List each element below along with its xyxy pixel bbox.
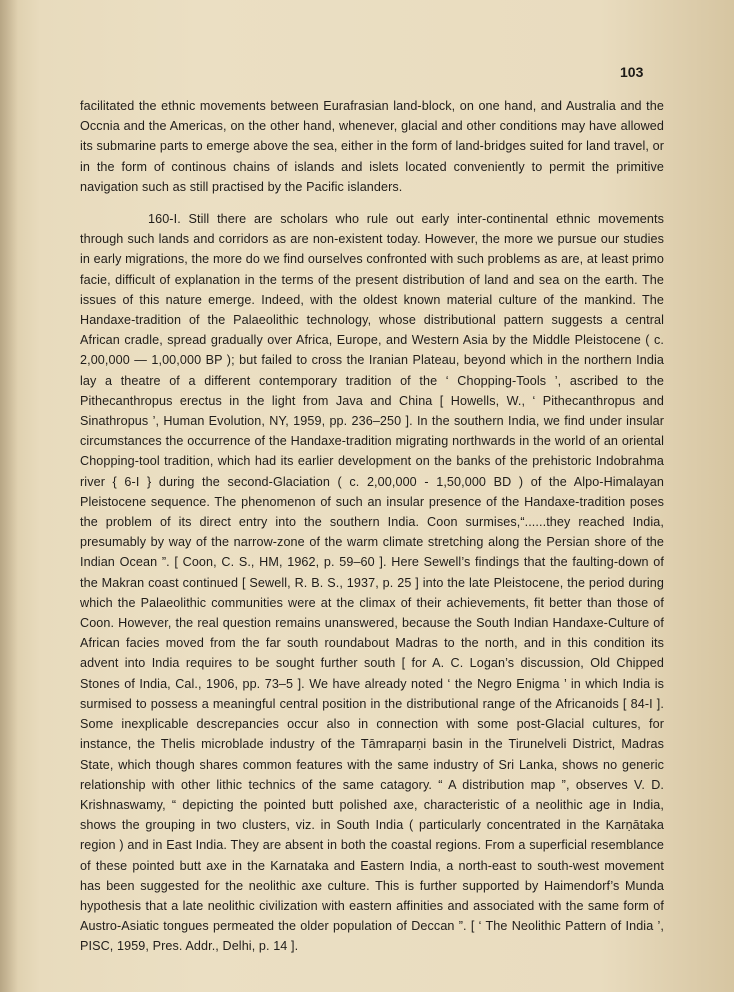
paragraph-160-1: 160-I. Still there are scholars who rule out early inter-continental ethnic movements through such lands and corridors as are non-existent today. However, the more we pursue our studies in early migrations, the more do we find ourselves confronted with such problems as are, at least primo facie, difficult of explanation in the terms of the present distribution of land and sea on the earth. The issues of this nature emerge. Indeed, with the oldest known material culture of the mankind. The Handaxe-tradition of the Palaeolithic technology, whose distributional pattern suggests a central African cradle, spread gradually over Africa, Europe, and Western Asia by the Middle Pleistocene ( c. 2,00,000 — 1,00,000 BP ); but failed to cross the Iranian Plateau, beyond which in the northern India lay a theatre of a different contemporary tradition of the ‘ Chopping-Tools ’, ascribed to the Pithecanthropus erectus in the light from Java and China [ Howells, W., ‘ Pithecanthropus and Sinathropus ’, Human Evolution, NY, 1959, pp. 236–250 ]. In the southern India, we find under insular circumstances the occurrence of the Handaxe-tradition migrating northwards in the world of an oriental Chopping-tool tradition, which had its earlier development on the banks of the prehistoric Indobrahma river { 6-I } during the second-Glaciation ( c. 2,00,000 - 1,50,000 BD ) of the Alpo-Himalayan Pleistocene sequence. The phenomenon of such an insular presence of the Handaxe-tradition poses the problem of its direct entry into the southern India. Coon surmises,“......they reached India, presumably by way of the narrow-zone of the warm climate stretching along the Persian shore of the Indian Ocean ”. [ Coon, C. S., HM, 1962, p. 59–60 ]. Here Sewell’s findings that the faulting-down of the Makran coast continued [ Sewell, R. B. S., 1937, p. 25 ] into the late Pleistocene, the period during which the Palaeolithic communities were at the climax of their achievements, fit better than those of Coon. However, the real question remains unanswered, because the South Indian Handaxe-Culture of African facies moved from the far south roundabout Madras to the north, and in this condition its advent into India requires to be sought further south [ for A. C. Logan’s discussion, Old Chipped Stones of India, Cal., 1906, pp. 73–5 ]. We have already noted ‘ the Negro Enigma ’ in which India is surmised to possess a meaningful central position in the distributional range of the Africanoids [ 84-I ]. Some inexplicable descrepancies occur also in connection with some post-Glacial cultures, for instance, the Thelis microblade industry of the Tāmraparṇi basin in the Tirunelveli District, Madras State, which though shares common features with the same industry of Sri Lanka, shows no generic relationship with other lithic technics of the same catagory. “ A distribution map ”, observes V. D. Krishnaswamy, “ depicting the pointed butt polished axe, characteristic of a neolithic age in India, shows the grouping in two clusters, viz. in South India ( particularly concentrated in the Karṇātaka region ) and in East India. They are absent in both the coastal regions. From a superficial resemblance of these pointed butt axe in the Karnataka and Eastern India, a north-east to south-west movement has been suggested for the neolithic axe culture. This is further supported by Haimendorf’s Munda hypothesis that a late neolithic civilization with eastern affinities and associated with the same form of Austro-Asiatic tongues permeated the older population of Deccan ”. [ ‘ The Neolithic Pattern of India ’, PISC, 1959, Pres. Addr., Delhi, p. 14 ].: [80, 212, 664, 954]
page-number: 103: [620, 64, 644, 80]
body-text: [80, 96, 664, 969]
spine-shadow: [0, 0, 18, 992]
paragraph-continuation: facilitated the ethnic movements between Eurafrasian land-block, on one hand, and Australia and the Occnia and the Americas, on the other hand, whenever, glacial and other conditions may have allowed its submarine parts to emerge above the sea, either in the form of land-bridges suited for land travel, or in the form of continous chains of islands and islets located conveniently to permit the primitive navigation such as still practised by the Pacific islanders.: [80, 99, 664, 194]
